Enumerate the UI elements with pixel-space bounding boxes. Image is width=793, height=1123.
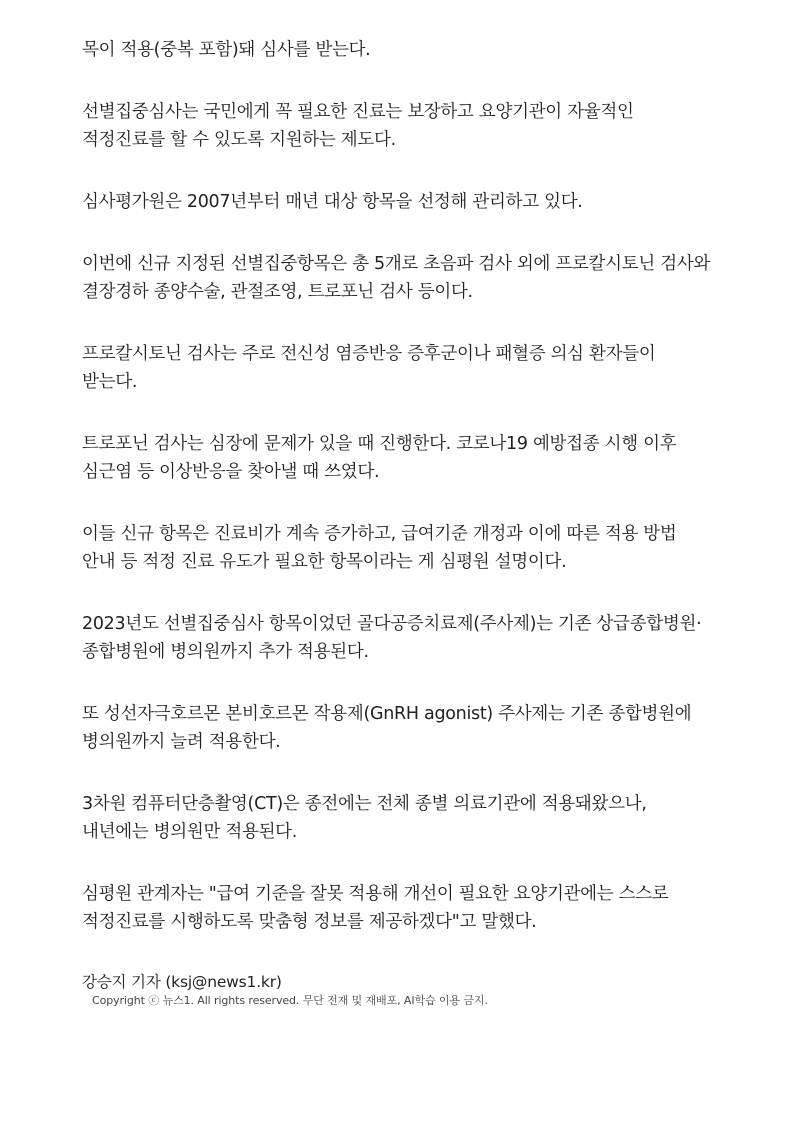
article-paragraph: 이들 신규 항목은 진료비가 계속 증가하고, 급여기준 개정과 이에 따른 적용 방법 안내 등 적정 진료 유도가 필요한 항목이라는 게 심평원 설명이다. <box>82 524 677 572</box>
article-paragraph: 목이 적용(중복 포함)돼 심사를 받는다. <box>82 40 371 60</box>
article-paragraph: 선별집중심사는 국민에게 꼭 필요한 진료는 보장하고 요양기관이 자율적인 적정진료를 할 수 있도록 지원하는 제도다. <box>82 102 634 150</box>
reporter-byline: 강승지 기자 (ksj@news1.kr) <box>82 973 282 991</box>
article-paragraph: 2023년도 선별집중심사 항목이었던 골다공증치료제(주사제)는 기존 상급종합병원·종합병원에 병의원까지 추가 적용된다. <box>82 614 702 662</box>
article-paragraph: 트로포닌 검사는 심장에 문제가 있을 때 진행한다. 코로나19 예방접종 시행 이후 심근염 등 이상반응을 찾아낼 때 쓰였다. <box>82 434 677 482</box>
article-paragraph: 심평원 관계자는 "급여 기준을 잘못 적용해 개선이 필요한 요양기관에는 스스로 적정진료를 시행하도록 맞춤형 정보를 제공하겠다"고 말했다. <box>82 884 669 932</box>
article-paragraph: 또 성선자극호르몬 본비호르몬 작용제(GnRH agonist) 주사제는 기존 종합병원에 병의원까지 늘려 적용한다. <box>82 704 692 752</box>
article-body <box>82 36 712 994</box>
article-paragraph: 3차원 컴퓨터단층촬영(CT)은 종전에는 전체 종별 의료기관에 적용돼왔으나, 내년에는 병의원만 적용된다. <box>82 794 647 842</box>
copyright-notice: Copyright ⓒ 뉴스1. All rights reserved. 무단 전재 및 재배포, AI학습 이용 금지. <box>92 994 488 1007</box>
article-paragraph: 심사평가원은 2007년부터 매년 대상 항목을 선정해 관리하고 있다. <box>82 192 583 212</box>
article-paragraph: 이번에 신규 지정된 선별집중항목은 총 5개로 초음파 검사 외에 프로칼시토닌 검사와 결장경하 종양수술, 관절조영, 트로포닌 검사 등이다. <box>82 254 711 302</box>
article-paragraph: 프로칼시토닌 검사는 주로 전신성 염증반응 증후군이나 패혈증 의심 환자들이 받는다. <box>82 344 656 392</box>
